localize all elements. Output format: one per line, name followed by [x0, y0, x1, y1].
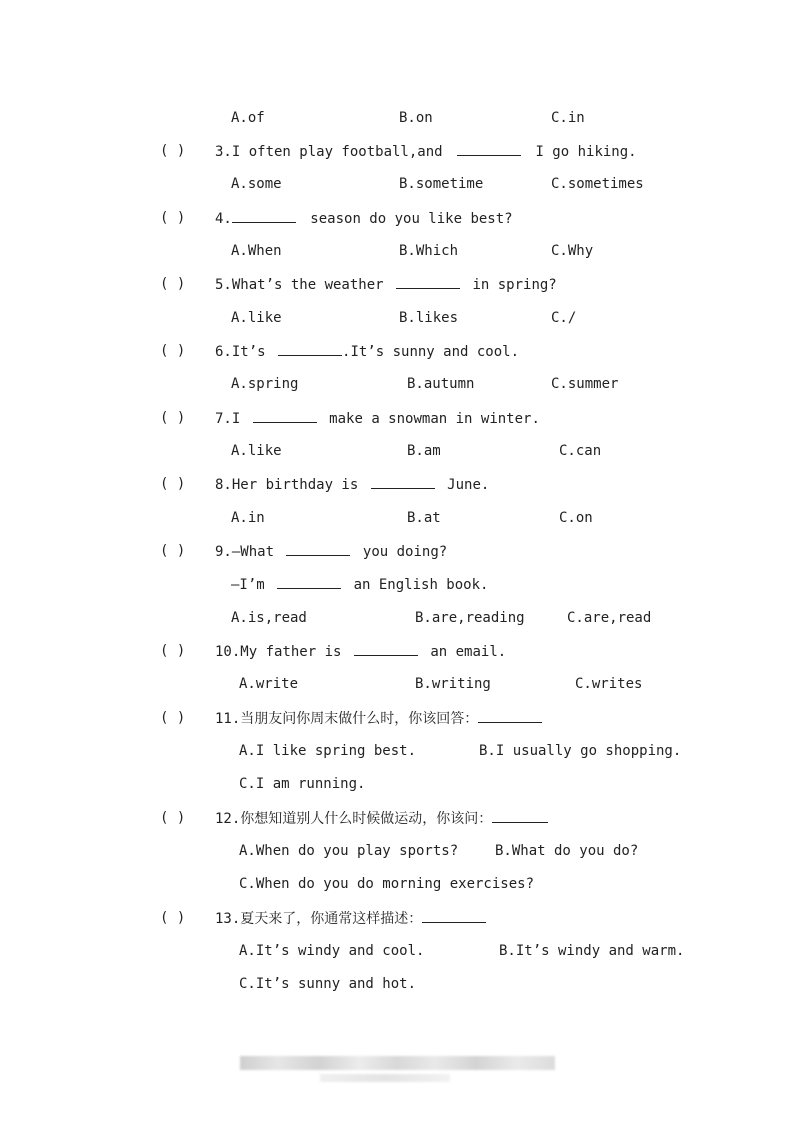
q9-answer-paren: ( )	[160, 543, 186, 559]
q11-option-b: B.I usually go shopping.	[479, 743, 682, 759]
q7-option-c: C.can	[559, 443, 602, 459]
q5-stem-post: in spring?	[472, 277, 557, 293]
q7-blank	[253, 409, 317, 423]
q12-stem	[215, 809, 548, 827]
q6-stem	[215, 342, 519, 360]
q9-stem-pre: 9.—What	[215, 544, 275, 560]
q7-stem	[215, 409, 540, 427]
q9-stem-pre2: —I’m	[231, 577, 265, 593]
q12-option-c: C.When do you do morning exercises?	[239, 876, 535, 892]
q9-stem	[215, 542, 447, 560]
q4-blank	[232, 209, 296, 223]
q10-stem-post: an email.	[430, 644, 507, 660]
q13-stem-text: 夏天来了，你通常这样描述：	[240, 911, 423, 927]
q7-option-b: B.am	[407, 443, 441, 459]
q8-stem	[215, 475, 489, 493]
q4-stem	[215, 209, 513, 227]
q13-option-b: B.It’s windy and warm.	[499, 943, 685, 959]
q3-answer-paren: ( )	[160, 143, 186, 159]
q3-blank	[457, 142, 521, 156]
q5-answer-paren: ( )	[160, 276, 186, 292]
q5-option-c: C./	[551, 310, 577, 326]
q8-stem-post: June.	[447, 477, 490, 493]
q4-option-b: B.Which	[399, 243, 459, 259]
q6-option-a: A.spring	[231, 376, 299, 392]
q10-answer-paren: ( )	[160, 643, 186, 659]
q7-option-a: A.like	[231, 443, 282, 459]
q2-option-b: B.on	[399, 110, 433, 126]
blurred-footer-watermark-2	[320, 1074, 450, 1082]
q11-option-c: C.I am running.	[239, 776, 366, 792]
q5-stem-pre: 5.What’s the weather	[215, 277, 384, 293]
q3-stem-pre: 3.I often play football,and	[215, 144, 443, 160]
blurred-footer-watermark	[240, 1056, 555, 1070]
q9-option-c: C.are,read	[567, 610, 652, 626]
q10-blank	[354, 642, 418, 656]
q5-stem	[215, 275, 557, 293]
q3-stem-post: I go hiking.	[535, 144, 637, 160]
q10-option-a: A.write	[239, 676, 299, 692]
q3-option-c: C.sometimes	[551, 176, 644, 192]
q11-answer-paren: ( )	[160, 710, 186, 726]
q8-option-c: C.on	[559, 510, 593, 526]
q11-number: 11.	[215, 711, 241, 727]
q7-answer-paren: ( )	[160, 410, 186, 426]
q9-stem-post: you doing?	[362, 544, 448, 560]
q13-option-c: C.It’s sunny and hot.	[239, 976, 417, 992]
q3-option-b: B.sometime	[399, 176, 484, 192]
q6-stem-post: .It’s sunny and cool.	[342, 344, 520, 360]
q12-answer-paren: ( )	[160, 810, 186, 826]
q3-option-a: A.some	[231, 176, 282, 192]
q6-stem-pre: 6.It’s	[215, 344, 266, 360]
q3-stem	[215, 142, 637, 160]
q8-answer-paren: ( )	[160, 476, 186, 492]
q6-blank	[278, 342, 342, 356]
q9-stem-line2	[231, 575, 488, 593]
q11-option-a: A.I like spring best.	[239, 743, 417, 759]
q5-option-b: B.likes	[399, 310, 459, 326]
q10-option-b: B.writing	[415, 676, 491, 692]
q10-option-c: C.writes	[575, 676, 643, 692]
q11-stem-text: 当朋友问你周末做什么时，你该回答：	[240, 711, 479, 727]
q4-answer-paren: ( )	[160, 210, 186, 226]
q12-option-b: B.What do you do?	[495, 843, 639, 859]
q5-option-a: A.like	[231, 310, 282, 326]
q13-answer-paren: ( )	[160, 910, 186, 926]
q4-stem-pre: 4.	[215, 211, 232, 227]
q6-answer-paren: ( )	[160, 343, 186, 359]
q8-option-b: B.at	[407, 510, 441, 526]
q13-blank	[422, 909, 486, 923]
q7-stem-post: make a snowman in winter.	[329, 411, 540, 427]
q9-option-a: A.is,read	[231, 610, 307, 626]
q4-option-c: C.Why	[551, 243, 594, 259]
q9-blank-2	[277, 575, 341, 589]
q6-option-b: B.autumn	[407, 376, 475, 392]
q13-number: 13.	[215, 911, 241, 927]
q9-blank-1	[286, 542, 350, 556]
q8-blank	[371, 475, 435, 489]
q9-stem-post2: an English book.	[353, 577, 489, 593]
q6-option-c: C.summer	[551, 376, 619, 392]
q2-option-c: C.in	[551, 110, 585, 126]
q11-blank	[478, 709, 542, 723]
q13-stem	[215, 909, 486, 927]
q10-stem-pre: 10.My father is	[215, 644, 342, 660]
q12-blank	[492, 809, 548, 823]
q13-option-a: A.It’s windy and cool.	[239, 943, 425, 959]
q4-stem-post: season do you like best?	[310, 211, 513, 227]
q7-stem-pre: 7.I	[215, 411, 241, 427]
q2-option-a: A.of	[231, 110, 265, 126]
q9-option-b: B.are,reading	[415, 610, 525, 626]
q8-stem-pre: 8.Her birthday is	[215, 477, 359, 493]
q12-option-a: A.When do you play sports?	[239, 843, 459, 859]
q5-blank	[396, 275, 460, 289]
q4-option-a: A.When	[231, 243, 282, 259]
q12-stem-text: 你想知道别人什么时候做运动，你该问：	[240, 811, 493, 827]
q8-option-a: A.in	[231, 510, 265, 526]
q12-number: 12.	[215, 811, 241, 827]
q10-stem	[215, 642, 506, 660]
q11-stem	[215, 709, 542, 727]
